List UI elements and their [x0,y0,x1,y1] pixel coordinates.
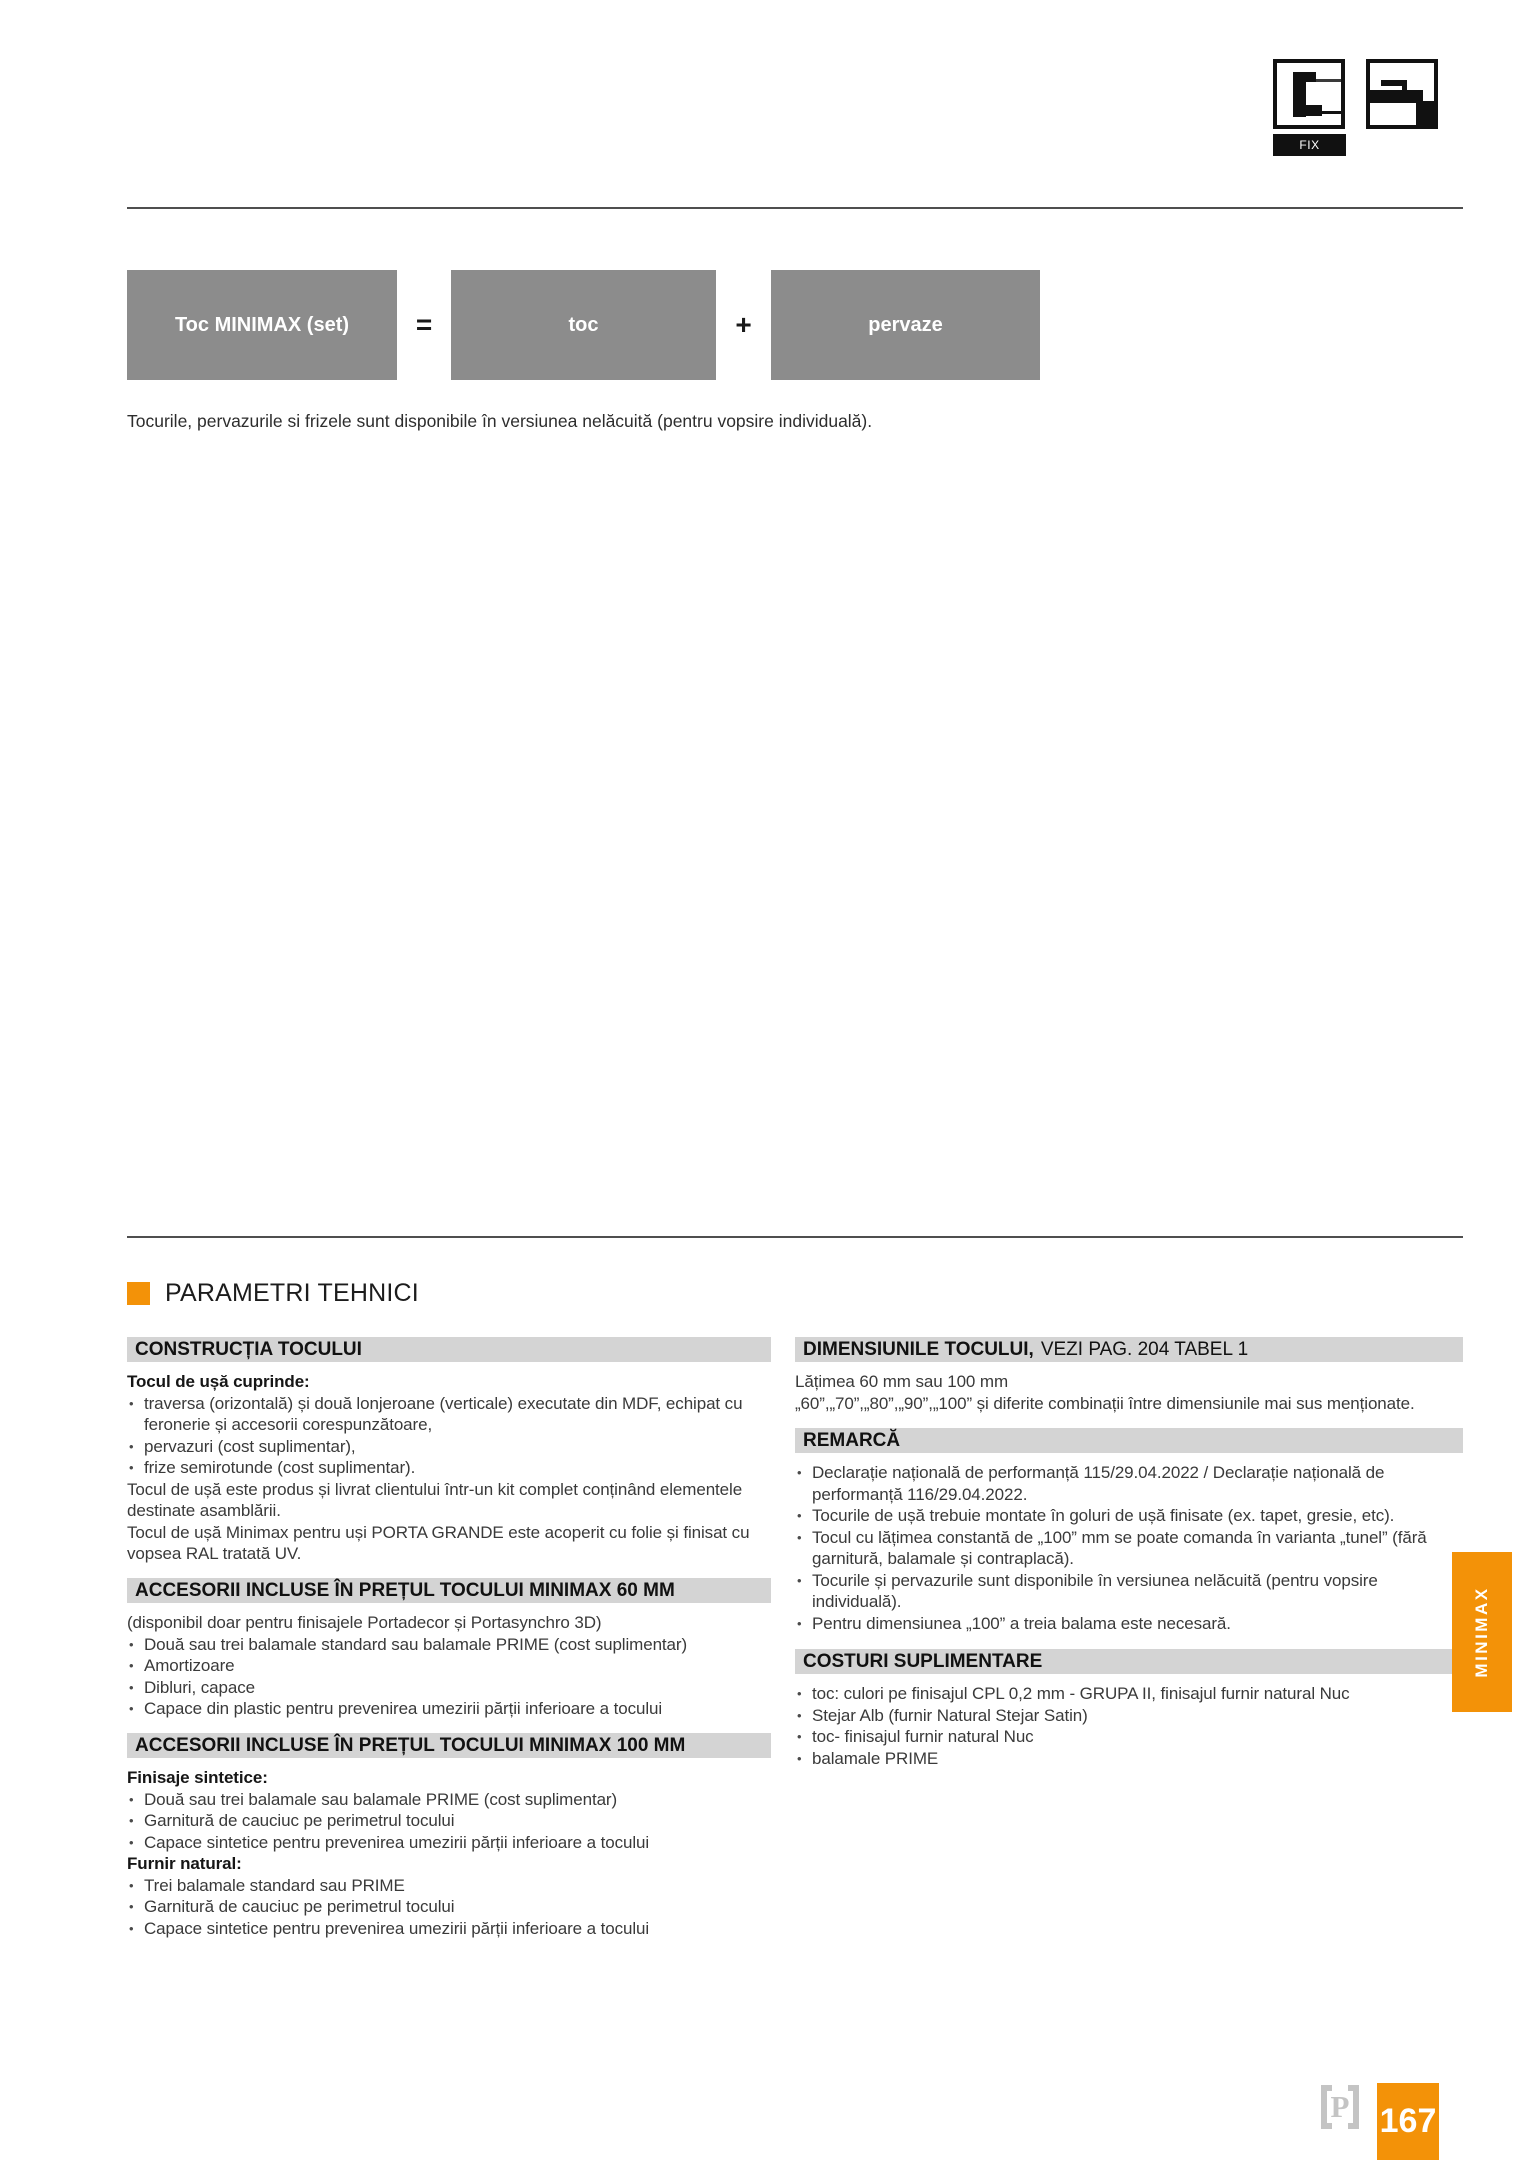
side-tab-label: MINIMAX [1472,1586,1491,1678]
orange-square-icon [127,1282,150,1305]
section-content [795,1371,1463,1414]
text-line: • Declarație națională de performanță 115/29.04.2022 / Declarație națională de performanță 116/29.04.2022. [795,1462,1463,1505]
equation-toc-label: toc [568,313,599,336]
adjustable-frame-profile-icon [1366,59,1438,129]
section-content [795,1683,1463,1769]
section-header-dimensiunile-tocului [795,1337,1463,1362]
text-line: Finisaje sintetice: [127,1768,268,1787]
text-line: • frize semirotunde (cost suplimentar). [127,1457,771,1479]
text-line: • Două sau trei balamale standard sau balamale PRIME (cost suplimentar) [127,1634,771,1656]
fixed-frame-profile-icon [1273,59,1345,129]
mid-divider [127,1236,1463,1238]
text-line: • Tocul cu lățimea constantă de „100” mm se poate comanda în varianta „tunel” (fără garnitură, balamale și contraplacă). [795,1527,1463,1570]
section-content [127,1767,771,1939]
equation-set-label: Toc MINIMAX (set) [174,313,350,336]
section-title-suffix: VEZI PAG. 204 TABEL 1 [1040,1339,1249,1360]
text-line: • Stejar Alb (furnir Natural Stejar Satin) [795,1705,1463,1727]
equation-box-pervaze [771,270,1040,380]
page-title: PARAMETRI TEHNICI [165,1279,419,1307]
porta-logo-icon [1321,2085,1359,2129]
text-line: • Capace sintetice pentru prevenirea umezirii părții inferioare a tocului [127,1918,771,1940]
technical-parameters-heading [127,1279,419,1308]
section-header-constructia-tocului [127,1337,771,1362]
text-line: • Amortizoare [127,1655,771,1677]
section-header-accesorii-60mm [127,1578,771,1603]
text-line: • toc: culori pe finisajul CPL 0,2 mm - GRUPA II, finisajul furnir natural Nuc [795,1683,1463,1705]
text-line: (disponibil doar pentru finisajele Portadecor și Portasynchro 3D) [127,1613,602,1632]
logo-letter: P [1330,2089,1350,2124]
section-title: CONSTRUCȚIA TOCULUI [135,1339,362,1360]
text-line: „60”,„70”,„80”,„90”,„100” și diferite combinații între dimensiunile mai sus menționate. [795,1393,1415,1413]
text-line: • Capace sintetice pentru prevenirea umezirii părții inferioare a tocului [127,1832,771,1854]
side-tab-minimax [1452,1552,1512,1712]
equation-pervaze-label: pervaze [868,313,943,336]
text-line: • pervazuri (cost suplimentar), [127,1436,771,1458]
text-line: Furnir natural: [127,1854,242,1873]
equals-sign: = [415,309,433,340]
intro-note: Tocurile, pervazurile si frizele sunt disponibile în versiunea nelăcuită (pentru vopsire individuală). [127,411,873,431]
text-line: • Garnitură de cauciuc pe perimetrul tocului [127,1896,771,1918]
section-content [127,1612,771,1720]
section-title: COSTURI SUPLIMENTARE [803,1651,1043,1672]
text-line: • balamale PRIME [795,1748,1463,1770]
text-line: • Două sau trei balamale sau balamale PRIME (cost suplimentar) [127,1789,771,1811]
fix-badge-label: FIX [1299,138,1320,152]
equation-box-toc [451,270,716,380]
text-line: • Garnitură de cauciuc pe perimetrul tocului [127,1810,771,1832]
section-header-remarca [795,1428,1463,1453]
text-line: • Pentru dimensiunea „100” a treia balama este necesară. [795,1613,1463,1635]
page-number: 167 [1379,2102,1437,2140]
equation-box-set [127,270,397,380]
text-line: • Tocurile de ușă trebuie montate în goluri de ușă finisate (ex. tapet, gresie, etc). [795,1505,1463,1527]
section-header-costuri-suplimentare [795,1649,1463,1674]
plus-sign: + [735,309,752,340]
text-line: Tocul de ușă este produs și livrat clientului într-un kit complet conținând elementele destinate asamblării. [127,1479,743,1520]
fix-badge [1273,134,1346,156]
text-line: • Trei balamale standard sau PRIME [127,1875,771,1897]
text-line: Tocul de ușă Minimax pentru uși PORTA GRANDE este acoperit cu folie și finisat cu vopsea RAL tratată UV. [127,1522,750,1563]
section-title: ACCESORII INCLUSE ÎN PREȚUL TOCULUI MINIMAX 60 MM [135,1580,675,1601]
section-header-accesorii-100mm [127,1733,771,1758]
text-line: • Dibluri, capace [127,1677,771,1699]
section-title: ACCESORII INCLUSE ÎN PREȚUL TOCULUI MINIMAX 100 MM [135,1735,686,1756]
section-title: DIMENSIUNILE TOCULUI, [803,1339,1034,1360]
text-line: • Tocurile și pervazurile sunt disponibile în versiunea nelăcuită (pentru vopsire individuală). [795,1570,1463,1613]
section-content [127,1371,771,1565]
text-line: • Capace din plastic pentru prevenirea umezirii părții inferioare a tocului [127,1698,771,1720]
section-title: REMARCĂ [803,1430,901,1451]
page-number-badge [1377,2083,1439,2160]
top-divider [127,207,1463,209]
text-line: Lățimea 60 mm sau 100 mm [795,1372,1009,1391]
text-line: Tocul de ușă cuprinde: [127,1372,310,1391]
text-line: • traversa (orizontală) și două lonjeroane (verticale) executate din MDF, echipat cu feronerie și accesorii corespunzătoare, [127,1393,771,1436]
text-line: • toc- finisajul furnir natural Nuc [795,1726,1463,1748]
section-content [795,1462,1463,1634]
